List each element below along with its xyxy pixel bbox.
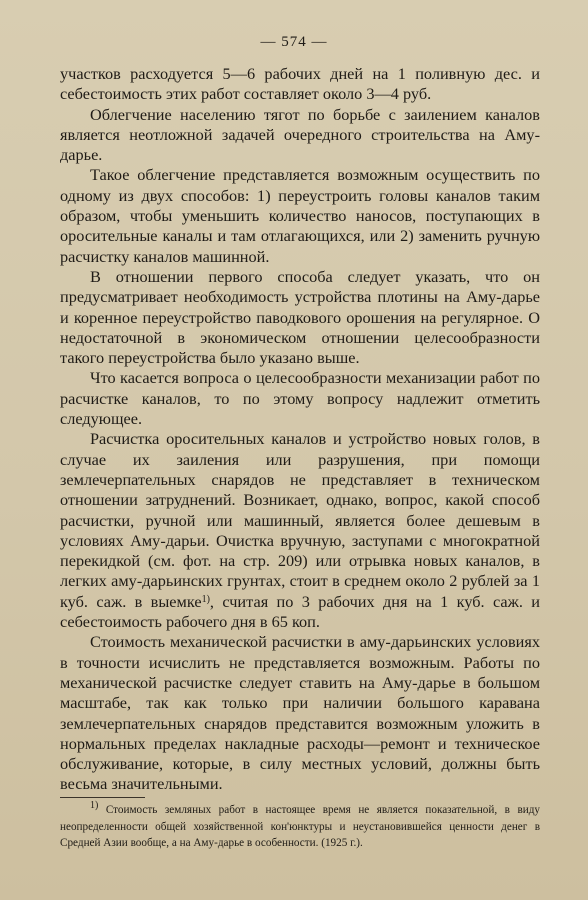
paragraph-7: Стоимость механической расчистки в аму-дарьинских условиях в точности исчислить не представляется возможным. Работы по механической расчистке следует ставить на Аму-дарье в большом масштабе, так как только при наличии большого каравана землечерпательных снарядов представится возможным уложить в нормальных пределах накладные расходы—ремонт и техническое обслуживание, которые, в силу местных условий, должны быть весьма значительными. — [60, 632, 540, 794]
paragraph-6-text-after: , считая по 3 рабочих дня на 1 куб. саж. и себестоимость рабочего дня в 65 коп. — [60, 591, 540, 632]
footnote — [60, 802, 540, 852]
footnote-reference: 1) — [201, 593, 210, 605]
page-number: — 574 — — [260, 34, 328, 50]
paragraph-6 — [60, 429, 540, 632]
footnote-text: Стоимость земляных работ в настоящее время не является показательной, в виду неопределенности общей хозяйственной кон'юнктуры и неустановившейся ценности денег в Средней Азии вообще, а на Аму-дарье в особенности. (1925 г.). — [60, 804, 541, 849]
paragraph-4: В отношении первого способа следует указать, что он предусматривает необходимость устройства плотины на Аму-дарье и коренное переустройство паводкового орошения на регулярное. О недостаточной в экономическом отношении целесообразности такого переустройства было указано выше. — [60, 266, 540, 368]
paragraph-2: Облегчение населению тягот по борьбе с заилением каналов является неотложной задачей очередного строительства на Аму-дарье. — [60, 104, 540, 165]
main-text — [60, 64, 540, 795]
footnote-divider — [60, 797, 145, 798]
paragraph-1: участков расходуется 5—6 рабочих дней на 1 поливную дес. и себестоимость этих работ составляет около 3—4 руб. — [60, 64, 540, 104]
paragraph-3: Такое облегчение представляется возможным осуществить по одному из двух способов: 1) переустроить головы каналов таким образом, чтобы уменьшить количество наносов, поступающих в оросительные каналы и там отлагающихся, или 2) заменить ручную расчистку каналов машинной. — [60, 165, 540, 266]
paragraph-5: Что касается вопроса о целесообразности механизации работ по расчистке каналов, то по этому вопросу надлежит отметить следующее. — [60, 368, 540, 429]
footnote-mark: 1) — [90, 800, 99, 811]
paragraph-6-text: Расчистка оросительных каналов и устройство новых голов, в случае их заиления или разрушения, при помощи землечерпательных снарядов не представляет в техническом отношении затруднений. Возникает, однако, вопрос, какой способ расчистки, ручной или машинный, является более дешевым в условиях Аму-дарьи. Очистка вручную, заступами с многократной перекидкой (см. фот. на стр. 209) или отрывка новых каналов, в легких аму-дарьинских грунтах, стоит в среднем около 2 рублей за 1 куб. саж. в выемке — [60, 429, 540, 611]
